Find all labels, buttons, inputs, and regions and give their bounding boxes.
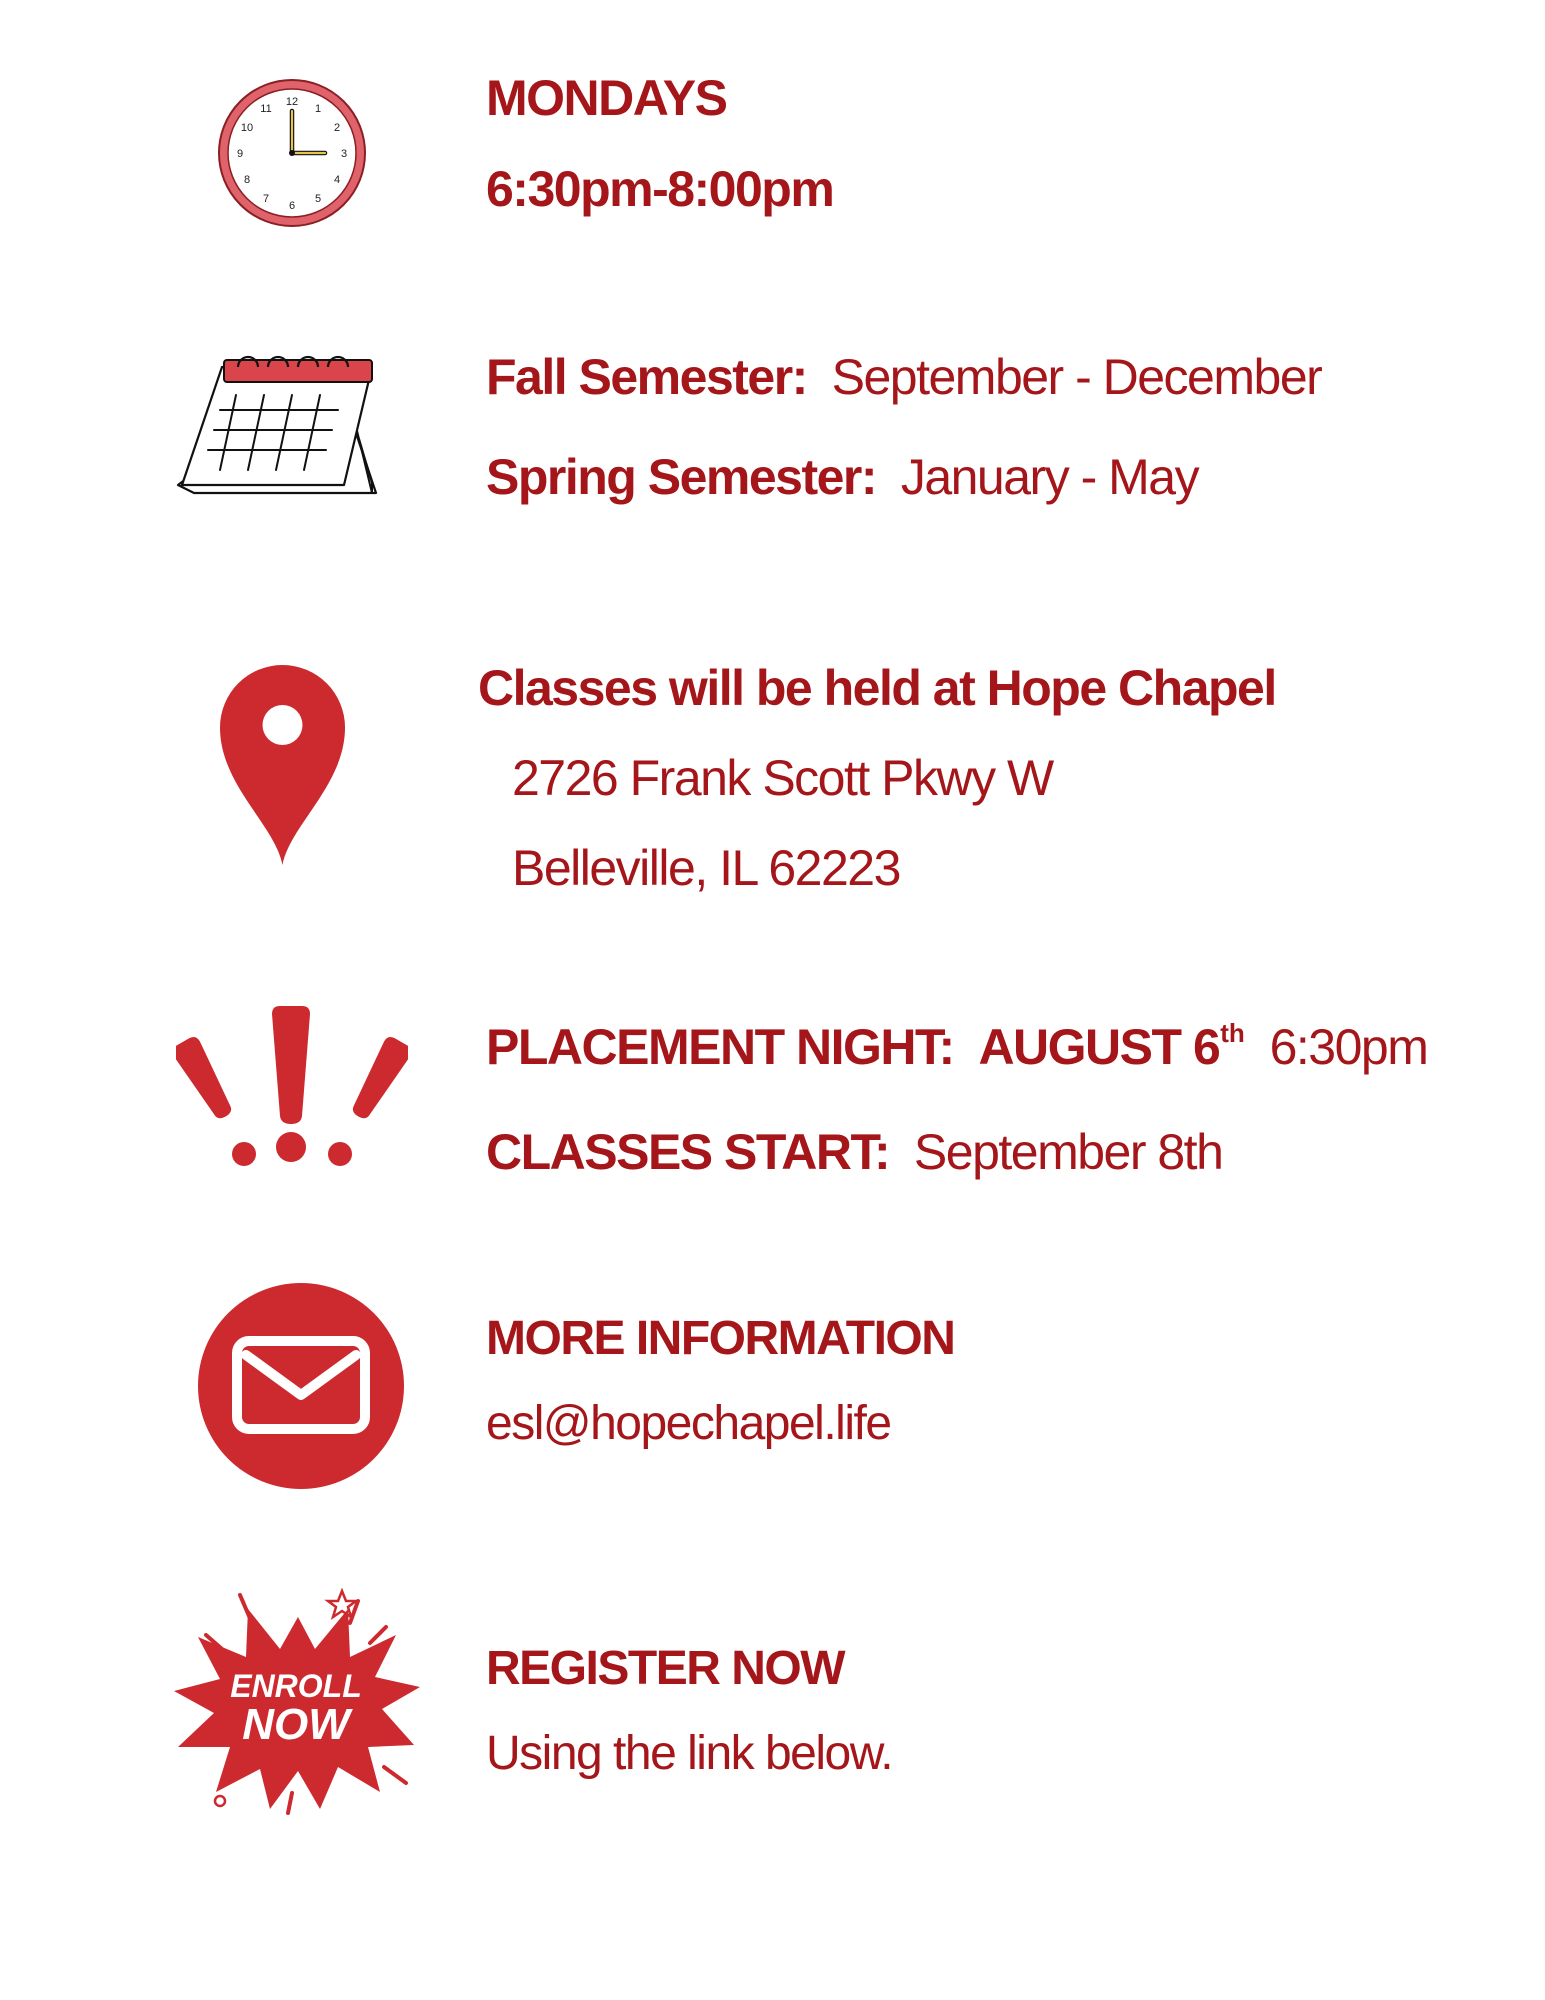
clock-numeral: 5 — [314, 193, 322, 205]
register-subtext: Using the link below. — [486, 1727, 893, 1780]
clock-numeral: 4 — [333, 174, 341, 186]
envelope-icon — [198, 1283, 404, 1489]
placement-night-line — [486, 1018, 1428, 1075]
badge-line2: NOW — [242, 1700, 350, 1749]
clock-numeral: 6 — [288, 200, 296, 212]
clock-numeral: 9 — [236, 148, 244, 160]
fall-semester-line — [486, 349, 1322, 405]
contact-email[interactable]: esl@hopechapel.life — [486, 1397, 891, 1450]
clock-numeral: 10 — [240, 122, 254, 134]
clock-numeral: 2 — [333, 122, 341, 134]
clock-numeral: 1 — [314, 103, 322, 115]
placement-date: AUGUST 6 — [978, 1019, 1220, 1075]
classes-start-line — [486, 1124, 1223, 1180]
map-pin-icon — [220, 665, 345, 865]
spring-semester-label: Spring Semester: — [486, 449, 877, 505]
clock-numeral: 8 — [243, 174, 251, 186]
more-info-heading: MORE INFORMATION — [486, 1312, 955, 1365]
register-heading: REGISTER NOW — [486, 1642, 845, 1695]
schedule-time: 6:30pm-8:00pm — [486, 161, 834, 217]
classes-start-date: September 8th — [913, 1124, 1223, 1180]
location-street: 2726 Frank Scott Pkwy W — [512, 750, 1053, 806]
location-city: Belleville, IL 62223 — [512, 840, 900, 896]
placement-time: 6:30pm — [1269, 1019, 1428, 1075]
fall-semester-label: Fall Semester: — [486, 349, 807, 405]
placement-ordinal: th — [1220, 1018, 1245, 1048]
location-heading: Classes will be held at Hope Chapel — [478, 660, 1276, 716]
spring-semester-line — [486, 449, 1199, 505]
calendar-icon — [176, 345, 386, 500]
classes-start-label: CLASSES START: — [486, 1124, 890, 1180]
placement-label: PLACEMENT NIGHT: — [486, 1019, 954, 1075]
clock-icon — [212, 73, 372, 233]
clock-numeral: 12 — [285, 96, 299, 108]
fall-semester-range: September - December — [831, 349, 1322, 405]
spring-semester-range: January - May — [900, 449, 1199, 505]
badge-line1: ENROLL — [230, 1668, 362, 1704]
clock-numeral: 11 — [260, 103, 272, 115]
clock-numeral: 7 — [262, 193, 270, 205]
enroll-now-badge-icon — [170, 1587, 425, 1817]
schedule-day: MONDAYS — [486, 70, 727, 126]
exclamation-icon — [176, 1004, 408, 1174]
clock-numeral: 3 — [340, 148, 348, 160]
